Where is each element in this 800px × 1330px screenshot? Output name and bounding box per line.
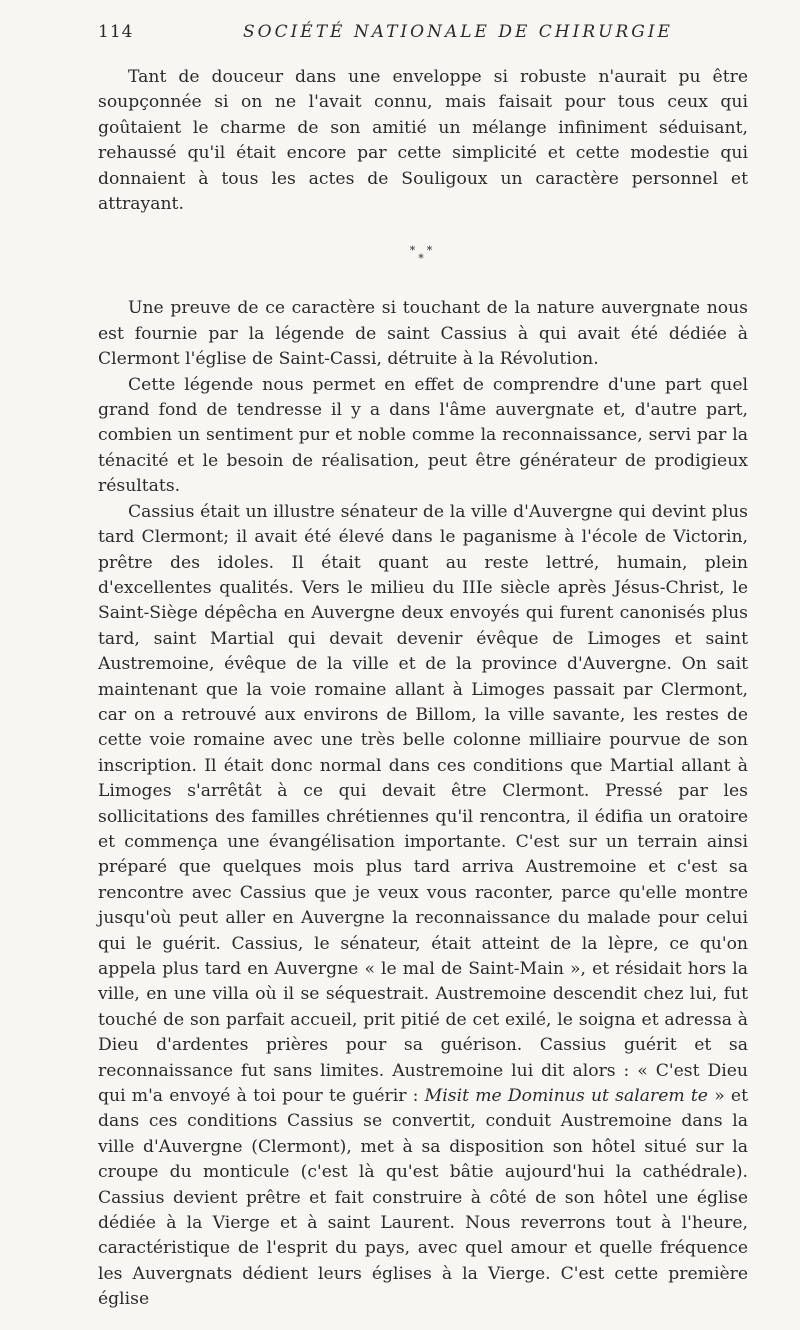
paragraph-text: » et dans ces conditions Cassius se convertit, conduit Austremoine dans la ville d'Auvergne (Clermont), met à sa disposition son hôtel situé sur la croupe du monticule (c'est là qu'est bâtie aujourd'hui la cathédrale). Cassius devient prêtre et fait construire à côté de son hôtel une église dédiée à la Vierge et à saint Laurent. Nous reverrons tout à l'heure, caractéristique de l'esprit du pays, avec quel amour et quelle fréquence les Auvergnats dédient leurs églises à la Vierge. C'est cette première église	[98, 1086, 748, 1310]
paragraph-text: Cassius était un illustre sénateur de la ville d'Auvergne qui devint plus tard Clermont; il avait été élevé dans le paganisme à l'école de Victorin, prêtre des idoles. Il était quant au reste lettré, humain, plein d'excellentes qualités. Vers le milieu du IIIe siècle après Jésus-Christ, le Saint-Siège dépêcha en Auvergne deux envoyés qui furent canonisés plus tard, saint Martial qui devait devenir évêque de Limoges et saint Austremoine, évêque de la ville et de la province d'Auvergne. On sait maintenant que la voie romaine allant à Limoges passait par Clermont, car on a retrouvé aux environs de Billom, la ville savante, les restes de cette voie romaine avec une très belle colonne milliaire pourvue de son inscription. Il était donc normal dans ces conditions que Martial allant à Limoges s'arrêtât à ce qui devait être Clermont. Pressé par les sollicitations des familles chrétiennes qu'il rencontra, il édifia un oratoire et commença une évangélisation importante. C'est sur un terrain ainsi préparé que quelques mois plus tard arriva Austremoine et c'est sa rencontre avec Cassius que je veux vous raconter, parce qu'elle montre jusqu'où peut aller en Auvergne la reconnaissance du malade pour celui qui le guérit. Cassius, le sénateur, était atteint de la lèpre, ce qu'on appela plus tard en Auvergne « le mal de Saint-Main », et résidait hors la ville, en une villa où il se séquestrait. Austremoine descendit chez lui, fut touché de son parfait accueil, prit pitié de cet exilé, le soigna et adressa à Dieu d'ardentes prières pour sa guérison. Cassius guérit et sa reconnaissance fut sans limites. Austremoine lui dit alors : « C'est Dieu qui m'a envoyé à toi pour te guérir :	[98, 501, 748, 1107]
section-separator	[98, 217, 748, 296]
running-head: SOCIÉTÉ NATIONALE DE CHIRURGIE	[243, 22, 673, 42]
paragraph	[98, 500, 748, 1313]
asterism: * * *	[409, 244, 437, 266]
page-header	[98, 22, 770, 44]
paragraph: Une preuve de ce caractère si touchant de la nature auvergnate nous est fournie par la légende de saint Cassius à qui avait été dédiée à Clermont l'église de Saint-Cassi, détruite à la Révolution.	[98, 298, 748, 370]
page-number: 114	[98, 22, 134, 42]
latin-quote: Misit me Dominus ut salarem te	[424, 1086, 708, 1107]
body-text	[98, 65, 748, 1313]
paragraph: Cette légende nous permet en effet de comprendre d'une part quel grand fond de tendresse il y a dans l'âme auvergnate et, d'autre part, combien un sentiment pur et noble comme la reconnaissance, servi par la ténacité et le besoin de réalisation, peut être générateur de prodigieux résultats.	[98, 374, 748, 497]
paragraph: Tant de douceur dans une enveloppe si robuste n'aurait pu être soupçonnée si on ne l'avait connu, mais faisait pour tous ceux qui goûtaient le charme de son amitié un mélange infiniment séduisant, rehaussé qu'il était encore par cette simplicité et cette modestie qui donnaient à tous les actes de Souligoux un caractère personnel et attrayant.	[98, 67, 748, 215]
